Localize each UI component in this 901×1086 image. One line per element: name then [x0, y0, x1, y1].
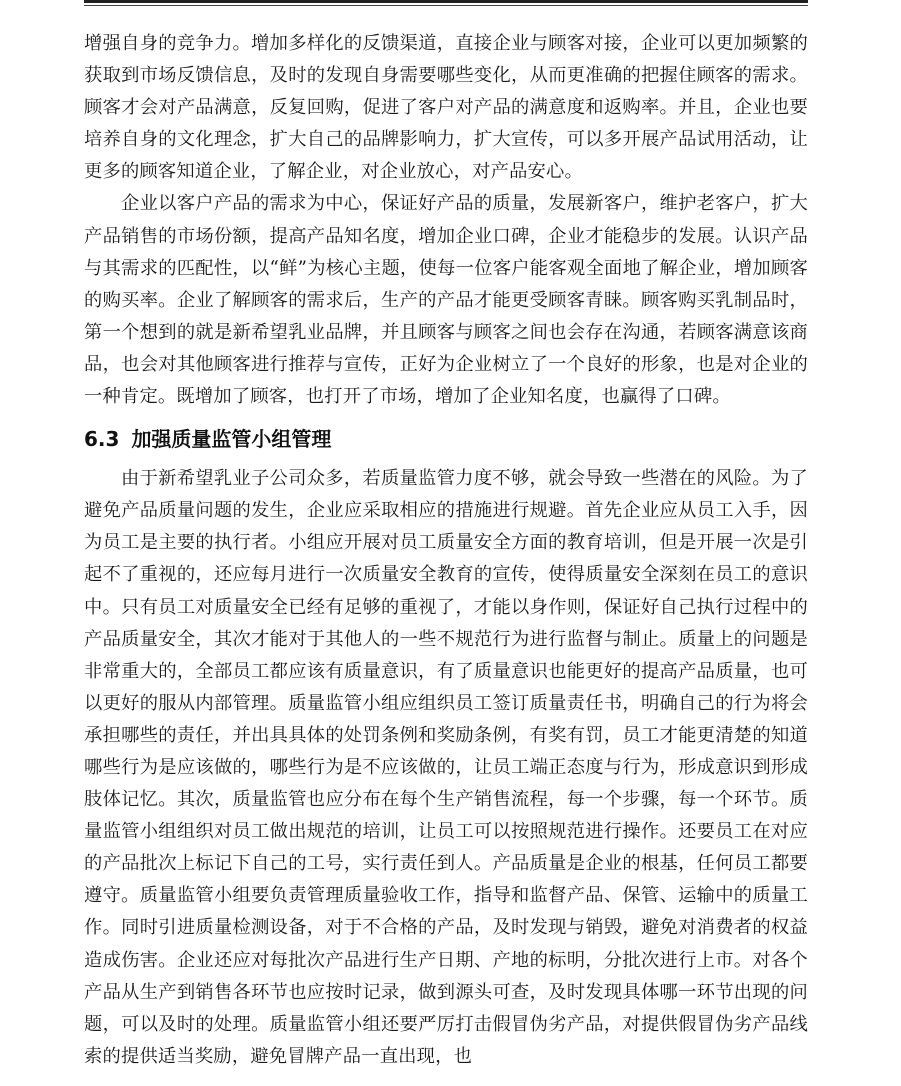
paragraph-continued: 增强自身的竞争力。增加多样化的反馈渠道，直接企业与顾客对接，企业可以更加频繁的获取到市场反馈信息，及时的发现自身需要哪些变化，从而更准确的把握住顾客的需求。顾客才会对产品满意，反复回购，促进了客户对产品的满意度和返购率。并且，企业也要培养自身的文化理念，扩大自己的品牌影响力，扩大宣传，可以多开展产品试用活动，让更多的顾客知道企业，了解企业，对企业放心，对产品安心。	[84, 33, 808, 183]
paragraph-quality-supervision: 由于新希望乳业子公司众多，若质量监管力度不够，就会导致一些潜在的风险。为了避免产品质量问题的发生，企业应采取相应的措施进行规避。首先企业应从员工入手，因为员工是主要的执行者。小组应开展对员工质量安全方面的教育培训，但是开展一次是引起不了重视的，还应每月进行一次质量安全教育的宣传，使得质量安全深刻在员工的意识中。只有员工对质量安全已经有足够的重视了，才能以身作则，保证好自己执行过程中的产品质量安全，其次才能对于其他人的一些不规范行为进行监督与制止。质量上的问题是非常重大的，全部员工都应该有质量意识，有了质量意识也能更好的提高产品质量，也可以更好的服从内部管理。质量监管小组应组织员工签订质量责任书，明确自己的行为将会承担哪些的责任，并出具具体的处罚条例和奖励条例，有奖有罚，员工才能更清楚的知道哪些行为是应该做的，哪些行为是不应该做的，让员工端正态度与行为，形成意识到形成肢体记忆。其次，质量监管也应分布在每个生产销售流程，每一个步骤，每一个环节。质量监管小组组织对员工做出规范的培训，让员工可以按照规范进行操作。还要员工在对应的产品批次上标记下自己的工号，实行责任到人。产品质量是企业的根基，任何员工都要遵守。质量监管小组要负责管理质量验收工作，指导和监督产品、保管、运输中的质量工作。同时引进质量检测设备，对于不合格的产品，及时发现与销毁，避免对消费者的权益造成伤害。企业还应对每批次产品进行生产日期、产地的标明，分批次进行上市。对各个产品从生产到销售各环节也应按时记录，做到源头可查，及时发现具体哪一环节出现的问题，可以及时的处理。质量监管小组还要严厉打击假冒伪劣产品，对提供假冒伪劣产品线索的提供适当奖励，避免冒牌产品一直出现，也	[84, 468, 808, 1067]
header-rule-thin	[84, 5, 808, 6]
header-rule-thick	[84, 0, 808, 3]
paragraph-customer-demand: 企业以客户产品的需求为中心，保证好产品的质量，发展新客户，维护老客户，扩大产品销售的市场份额，提高产品知名度，增加企业口碑，企业才能稳步的发展。认识产品与其需求的匹配性，以“鲜”为核心主题，使每一位客户能客观全面地了解企业，增加顾客的购买率。企业了解顾客的需求后，生产的产品才能更受顾客青睐。顾客购买乳制品时，第一个想到的就是新希望乳业品牌，并且顾客与顾客之间也会存在沟通，若顾客满意该商品，也会对其他顾客进行推荐与宣传，正好为企业树立了一个良好的形象，也是对企业的一种肯定。既增加了顾客，也打开了市场，增加了企业知名度，也赢得了口碑。	[84, 193, 808, 408]
section-number: 6.3	[84, 427, 120, 452]
section-title: 加强质量监管小组管理	[131, 427, 332, 452]
section-heading	[84, 423, 808, 455]
document-page	[84, 28, 808, 1073]
